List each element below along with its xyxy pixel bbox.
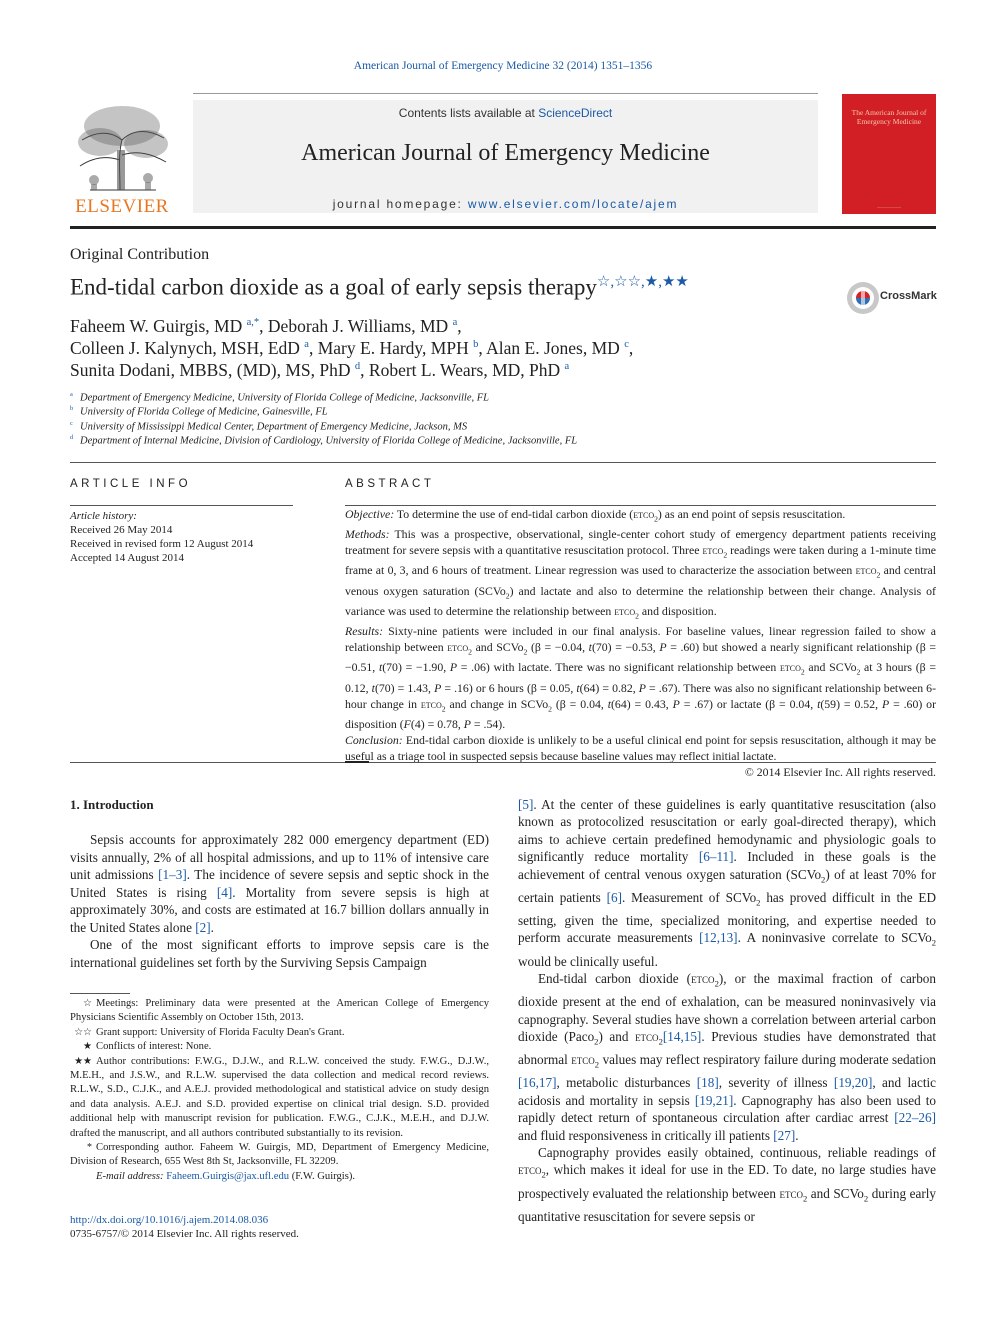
- abstract-objective: Objective: To determine the use of end-tidal carbon dioxide (etco$_2$) as an end point of sepsis resuscitation.: [345, 507, 846, 524]
- affiliation-d: [70, 434, 577, 447]
- body-paragraph: [5]. At the center of these guidelines is early quantitative resuscitation (also known as protocolized resuscitation or early goal-directed therapy), which aims to achieve certain predefined hemodynamic and physiologic goals to significantly reduce mortality [6–11]. Included in these goals is the achievement of central venous oxygen saturation (SCVo$_2$) of at least 70% for certain patients [6]. Measurement of SCVo$_2$ has proved difficult in the ED setting, given the time, specialized monitoring, and expertise needed to perform accurate measurements [12,13]. A noninvasive correlate to SCVo$_2$ would be clinically useful.: [518, 797, 937, 969]
- reference-link[interactable]: [4]: [216, 884, 233, 900]
- affiliation-text: Department of Internal Medicine, Division of Cardiology, University of Florida College of Medicine, Jacksonville, FL: [80, 435, 578, 447]
- issn-copyright: 0735-6757/© 2014 Elsevier Inc. All rights reserved.: [70, 1228, 299, 1240]
- author-name[interactable]: Deborah J. Williams, MD: [267, 316, 449, 336]
- doi-link[interactable]: [70, 1214, 268, 1226]
- header-top-rule: [193, 93, 818, 94]
- divider-rule: [70, 462, 936, 463]
- affiliation-a: [70, 391, 489, 404]
- affiliation-label: b: [70, 405, 74, 412]
- email-label: E-mail address:: [96, 1170, 164, 1182]
- contents-availability: [193, 106, 818, 120]
- author-affiliation-mark[interactable]: d: [354, 361, 361, 373]
- body-paragraph: Capnography provides easily obtained, continuous, reliable readings of etco$_2$, which makes it ideal for use in the ED. To date, no large studies have prospectively evaluated the relationship between etco$_2$ and SCVo$_2$ during early quantitative resuscitation for severe sepsis or: [518, 1145, 936, 1224]
- article-title: [70, 272, 830, 301]
- reference-link[interactable]: [22–26]: [894, 1110, 936, 1126]
- authors-line-2: Colleen J. Kalynych, MSH, EdD $^a$, Mary E. Hardy, MPH $^b$, Alan E. Jones, MD $^c$,: [70, 338, 634, 358]
- abstract-heading: ABSTRACT: [345, 478, 435, 490]
- article-info-rule: [70, 505, 293, 506]
- elsevier-wordmark: ELSEVIER: [75, 196, 169, 217]
- footnotes: [70, 997, 489, 1184]
- affiliation-text: Department of Emergency Medicine, University of Florida College of Medicine, Jacksonville, FL: [80, 392, 489, 404]
- abstract-conclusion: Conclusion: End-tidal carbon dioxide is unlikely to be a useful clinical end point for sepsis resuscitation, although it may be useful as a triage tool in suspected sepsis because baseline values may reflect initial lactate.: [345, 732, 936, 763]
- affiliation-b: [70, 405, 328, 418]
- reference-link[interactable]: [2]: [195, 919, 211, 935]
- abstract-body: [345, 507, 936, 780]
- reference-link[interactable]: [6]: [606, 889, 622, 905]
- author-affiliation-mark[interactable]: c: [624, 339, 629, 351]
- copyright-notice: © 2014 Elsevier Inc. All rights reserved.: [744, 764, 936, 779]
- body-paragraph: End-tidal carbon dioxide (etco$_2$), or the maximal fraction of carbon dioxide present at the end of exhalation, can be measured noninvasively via capnography. Several studies have shown a correlation between arterial carbon dioxide (Paco$_2$) and etco$_2$[14,15]. Previous studies have demonstrated that abnormal etco$_2$ values may reflect respiratory failure during moderate sedation [16,17], metabolic disturbances [18], severity of illness [19,20], and lactic acidosis and mortality in sepsis [19,21]. Capnography has also been used to rapidly detect return of spontaneous circulation after cardiac arrest [22–26] and fluid responsiveness in critically ill patients [27].: [518, 971, 937, 1143]
- author-affiliation-mark[interactable]: a: [564, 361, 570, 373]
- author-name[interactable]: Colleen J. Kalynych, MSH, EdD: [70, 338, 300, 358]
- citation-text[interactable]: American Journal of Emergency Medicine 32 (2014) 1351–1356: [353, 60, 653, 72]
- abstract-end-rule: [70, 762, 936, 763]
- corresponding-email-link[interactable]: Faheem.Guirgis@jax.ufl.edu: [166, 1170, 290, 1182]
- received-date: Received 26 May 2014: [70, 524, 173, 536]
- footnote: * Corresponding author. Faheem W. Guirgis, MD, Department of Emergency Medicine, Division of Research, 655 West 8th St, Jacksonville, FL 32209.: [70, 1142, 489, 1168]
- abstract-end-mark: [345, 761, 369, 763]
- title-text: End-tidal carbon dioxide as a goal of early sepsis therapy: [70, 274, 597, 300]
- footnote: ★ Conflicts of interest: None.: [83, 1041, 212, 1053]
- revised-date: Received in revised form 12 August 2014: [70, 538, 254, 550]
- contents-prefix: Contents lists available at: [398, 106, 539, 120]
- footnote: ☆ Meetings: Preliminary data were presented at the American College of Emergency Physicians Scientific Assembly on October 15th, 2013.: [70, 998, 489, 1024]
- journal-homepage: [193, 197, 818, 211]
- body-paragraph: Sepsis accounts for approximately 282 000 emergency department (ED) visits annually, 2% of all hospital admissions, and up to 11% of intensive care unit admissions [1–3]. The incidence of severe sepsis and septic shock in the United States is rising [4]. Mortality from severe sepsis is high at approximately 30%, and costs are estimated at 16.7 billion dollars annually in the United States alone [2].: [70, 832, 489, 935]
- author-affiliation-mark[interactable]: a: [452, 317, 458, 329]
- author-affiliation-mark[interactable]: a: [304, 339, 309, 351]
- abstract-methods: Methods: This was a prospective, observational, single-center cohort study of emergency department patients receiving treatment for severe sepsis with a quantitative resuscitation protocol. Three etco$_2$ readings were taken during a 1-minute time frame at 0, 3, and 6 hours of treatment. Linear regression was used to characterize the association between etco$_2$ and central venous oxygen saturation (SCVo$_2$) and lactate and also to determine the relationship between their change. Analysis of variance was used to determine the relationship between etco$_2$ and disposition.: [345, 527, 936, 621]
- author-name[interactable]: Faheem W. Guirgis, MD: [70, 316, 243, 336]
- cover-title: The American Journal of Emergency Medicine: [851, 108, 927, 126]
- authors-line-1: Faheem W. Guirgis, MD $^{a,*}$, Deborah J. Williams, MD $^a$,: [70, 316, 462, 336]
- accepted-date: Accepted 14 August 2014: [70, 552, 184, 564]
- journal-citation[interactable]: [0, 60, 990, 72]
- affiliation-label: a: [70, 391, 73, 398]
- affiliation-text: University of Florida College of Medicine, Gainesville, FL: [80, 406, 328, 418]
- affiliation-label: d: [70, 434, 74, 441]
- reference-link[interactable]: [27]: [773, 1127, 796, 1143]
- body-paragraph: One of the most significant efforts to improve sepsis care is the international guidelines set forth by the Surviving Sepsis Campaign: [70, 937, 489, 970]
- introduction-heading: 1. Introduction: [70, 797, 154, 812]
- author-name[interactable]: Sunita Dodani, MBBS, (MD), MS, PhD: [70, 360, 351, 380]
- article-info-heading: ARTICLE INFO: [70, 478, 192, 490]
- reference-link[interactable]: [19,21]: [694, 1092, 734, 1108]
- article-history-label: Article history:: [70, 510, 137, 522]
- affiliation-label: c: [70, 420, 73, 427]
- author-name[interactable]: Robert L. Wears, MD, PhD: [368, 360, 561, 380]
- authors-line-3: Sunita Dodani, MBBS, (MD), MS, PhD $^d$, Robert L. Wears, MD, PhD $^a$: [70, 360, 570, 380]
- reference-link[interactable]: [16,17]: [518, 1075, 557, 1091]
- reference-link[interactable]: [19,20]: [833, 1075, 873, 1091]
- reference-link[interactable]: [14,15]: [662, 1029, 702, 1044]
- author-affiliation-mark[interactable]: a,*: [246, 317, 260, 329]
- reference-link[interactable]: [6–11]: [698, 849, 734, 865]
- reference-link[interactable]: [1–3]: [158, 867, 187, 883]
- body-column-right: [518, 796, 936, 1225]
- affiliation-text: University of Mississippi Medical Center, Department of Emergency Medicine, Jackson, MS: [80, 421, 468, 433]
- reference-link[interactable]: [18]: [696, 1075, 719, 1091]
- footnote-rule: [70, 993, 130, 994]
- homepage-prefix: journal homepage:: [332, 197, 468, 211]
- reference-link[interactable]: [5]: [518, 797, 534, 812]
- cover-footer: ——————: [877, 204, 901, 209]
- footnote: ★★ Author contributions: F.W.G., D.J.W., and R.L.W. conceived the study. F.W.G., D.J.W., M.E.H., and J.S.W., and R.L.W. supervised the data collection and medical record reviews. R.L.W., S.D., C.J.K., and A.E.J. provided methodological and statistical advice on study design and data analysis. A.E.J. and S.D. provided expertise on clinical trial design. S.D. provided additional help with manuscript revision for publication. F.W.G., C.J.K., M.E.H., and D.J.W. drafted the manuscript, and all authors contributed substantially to its revision.: [70, 1055, 489, 1139]
- author-name[interactable]: Mary E. Hardy, MPH: [317, 338, 469, 358]
- crossmark-label[interactable]: CrossMark: [880, 290, 937, 302]
- title-footnote-marks[interactable]: ☆,☆☆,★,★★: [596, 274, 689, 290]
- sciencedirect-link[interactable]: ScienceDirect: [538, 106, 613, 120]
- section-type: Original Contribution: [70, 246, 210, 263]
- body-column-left: [70, 796, 489, 971]
- email-suffix: (F.W. Guirgis).: [289, 1170, 356, 1182]
- reference-link[interactable]: [12,13]: [699, 930, 738, 946]
- doi-url[interactable]: http://dx.doi.org/10.1016/j.ajem.2014.08.036: [70, 1214, 269, 1226]
- footnote: ☆☆ Grant support: University of Florida Faculty Dean's Grant.: [74, 1026, 345, 1038]
- homepage-link[interactable]: www.elsevier.com/locate/ajem: [467, 197, 679, 211]
- header-rule: [70, 226, 936, 229]
- author-name[interactable]: Alan E. Jones, MD: [486, 338, 620, 358]
- abstract-results: Results: Sixty-nine patients were included in our final analysis. For baseline values, linear regression failed to show a relationship between etco$_2$ and SCVo$_2$ (β = −0.04, t(70) = −0.53, P = .60) but showed a nearly significant relationship (β = −0.51, t(70) = −1.90, P = .06) with lactate. There was no significant relationship between etco$_2$ and SCVo$_2$ at 3 hours (β = 0.12, t(70) = 1.43, P = .16) or 6 hours (β = 0.05, t(64) = 0.82, P = .67). There was also no significant relationship between 6-hour change in etco$_2$ and change in SCVo$_2$ (β = 0.04, t(64) = 0.43, P = .67) or lactate (β = 0.04, t(59) = 0.52, P = .60) or disposition (F(4) = 0.78, P = .54).: [345, 624, 937, 731]
- affiliation-c: [70, 420, 467, 433]
- abstract-rule: [345, 505, 936, 506]
- author-affiliation-mark[interactable]: b: [473, 339, 479, 351]
- journal-name: American Journal of Emergency Medicine: [301, 140, 710, 166]
- footnote-email: [70, 1170, 489, 1184]
